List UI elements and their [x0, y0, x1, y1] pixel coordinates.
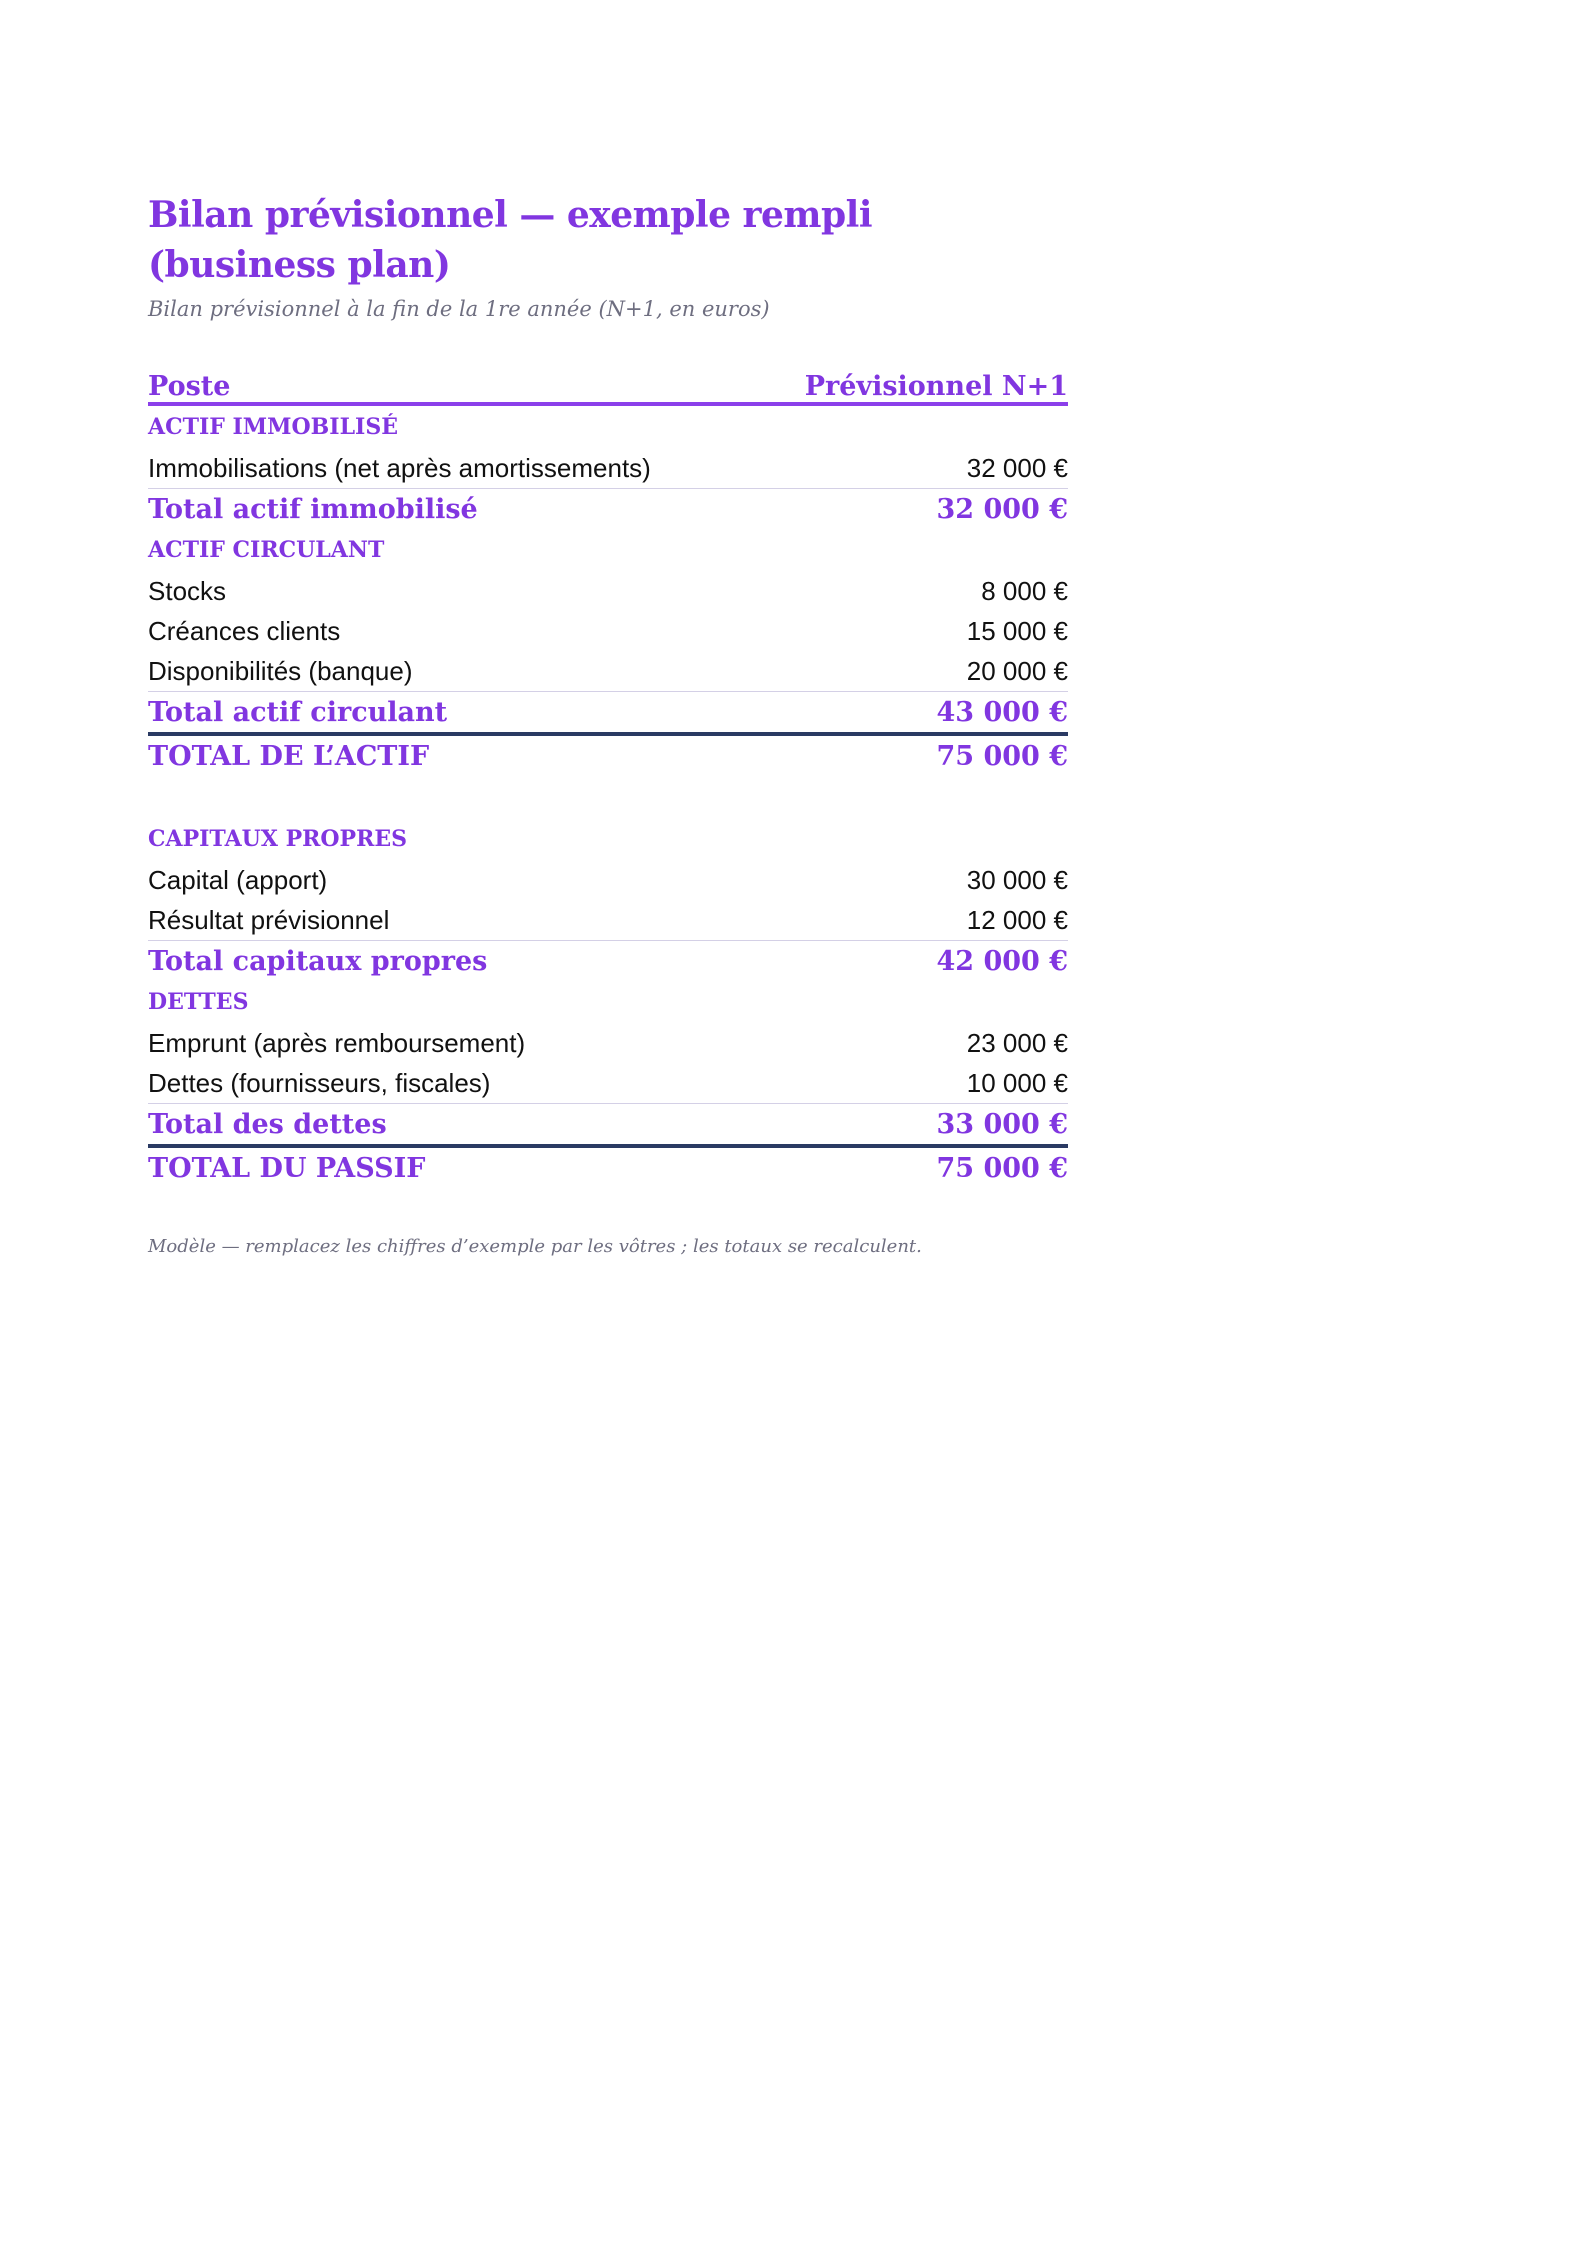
balance-sheet-table: [148, 364, 1068, 1188]
grand-total-value: 75 000 €: [936, 1152, 1068, 1184]
subtotal-value: 33 000 €: [752, 1104, 1068, 1147]
document-subtitle: Bilan prévisionnel à la fin de la 1re année (N+1, en euros): [148, 297, 770, 321]
table-row: [148, 571, 1068, 611]
section-heading-label: ACTIF IMMOBILISÉ: [148, 414, 398, 440]
row-value: 32 000 €: [752, 448, 1068, 489]
subtotal-row-actif-immobilise: [148, 489, 1068, 530]
row-value: 30 000 €: [966, 864, 1068, 895]
section-heading-capitaux-propres: [148, 818, 1068, 860]
table-row: [148, 611, 1068, 651]
footnote: Modèle — remplacez les chiffres d’exemple par les vôtres ; les totaux se recalculent.: [148, 1236, 922, 1257]
balance-sheet-page: [148, 190, 1068, 1257]
section-heading-label: DETTES: [148, 989, 249, 1015]
row-value: 8 000 €: [981, 575, 1068, 606]
row-label: Résultat prévisionnel: [148, 900, 752, 941]
row-label: Créances clients: [148, 615, 341, 646]
grand-total-label: TOTAL DU PASSIF: [148, 1152, 426, 1184]
subtotal-value: 32 000 €: [936, 493, 1068, 525]
row-value: 12 000 €: [752, 900, 1068, 941]
subtotal-value: 43 000 €: [752, 692, 1068, 735]
table-row: [148, 860, 1068, 900]
row-value: 15 000 €: [966, 615, 1068, 646]
table-row: [148, 1063, 1068, 1104]
subtotal-row-dettes: [148, 1104, 1068, 1147]
row-label: Dettes (fournisseurs, fiscales): [148, 1063, 752, 1104]
grand-total-label: TOTAL DE L’ACTIF: [148, 740, 430, 772]
subtotal-label: Total capitaux propres: [148, 945, 488, 977]
table-header-row: [148, 364, 1068, 404]
spacer-row: [148, 776, 1068, 818]
row-label: Immobilisations (net après amortissements): [148, 448, 752, 489]
section-heading-label: ACTIF CIRCULANT: [148, 537, 385, 563]
row-value: 23 000 €: [966, 1027, 1068, 1058]
grand-total-row-actif: [148, 734, 1068, 776]
header-previsionnel: Prévisionnel N+1: [752, 364, 1068, 404]
row-label: Emprunt (après remboursement): [148, 1027, 526, 1058]
table-row: [148, 448, 1068, 489]
section-heading-actif-immobilise: [148, 404, 1068, 448]
grand-total-value: 75 000 €: [936, 740, 1068, 772]
subtotal-row-actif-circulant: [148, 692, 1068, 735]
table-row: [148, 651, 1068, 692]
table-row: [148, 1023, 1068, 1063]
row-label: Capital (apport): [148, 864, 328, 895]
section-heading-actif-circulant: [148, 529, 1068, 571]
subtotal-row-capitaux-propres: [148, 941, 1068, 982]
table-row: [148, 900, 1068, 941]
grand-total-row-passif: [148, 1146, 1068, 1188]
row-value: 20 000 €: [752, 651, 1068, 692]
header-poste: Poste: [148, 364, 752, 404]
row-label: Disponibilités (banque): [148, 651, 752, 692]
subtotal-label: Total des dettes: [148, 1104, 752, 1147]
document-title: Bilan prévisionnel — exemple rempli (business plan): [148, 194, 873, 286]
subtotal-value: 42 000 €: [936, 945, 1068, 977]
row-value: 10 000 €: [752, 1063, 1068, 1104]
section-heading-label: CAPITAUX PROPRES: [148, 826, 408, 852]
subtotal-label: Total actif immobilisé: [148, 493, 478, 525]
row-label: Stocks: [148, 575, 227, 606]
subtotal-label: Total actif circulant: [148, 692, 752, 735]
section-heading-dettes: [148, 981, 1068, 1023]
